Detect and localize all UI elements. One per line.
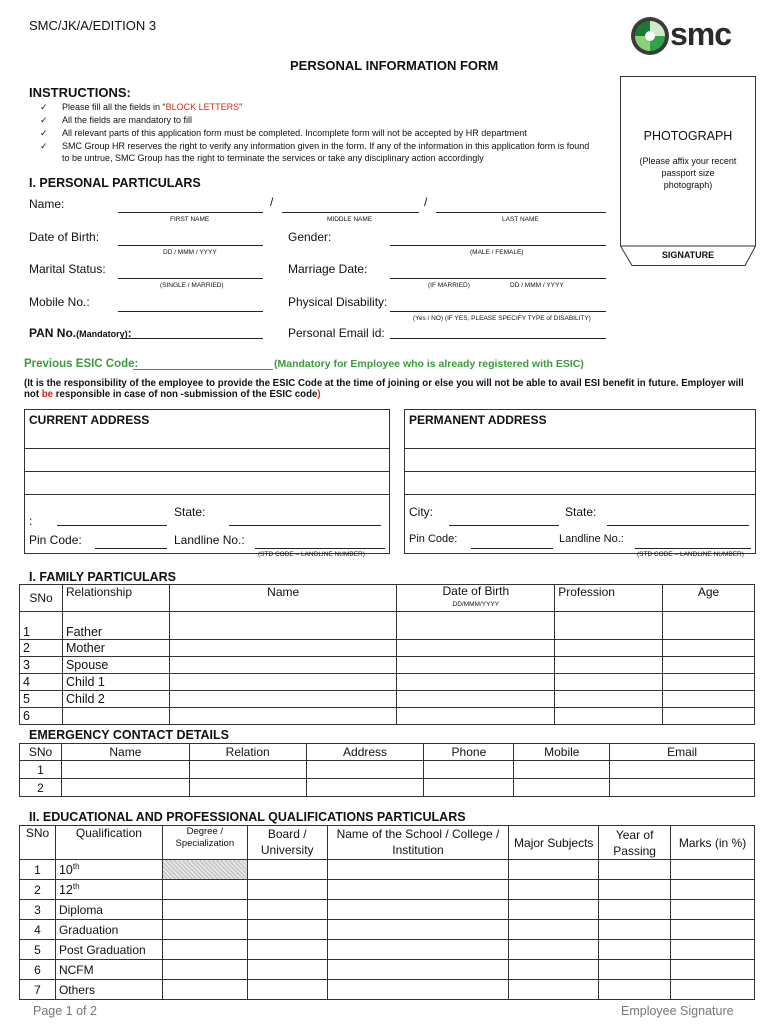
- family-table: [19, 584, 755, 725]
- table-row[interactable]: 5 Post Graduation: [20, 940, 755, 960]
- dob-label: Date of Birth:: [29, 230, 100, 244]
- permanent-city-input[interactable]: [449, 525, 559, 526]
- slash: /: [270, 195, 274, 209]
- current-address-box[interactable]: [24, 409, 390, 554]
- emergency-table: [19, 743, 755, 797]
- current-pin-input[interactable]: [95, 548, 167, 549]
- header-cell: Date of Birth DD/MMM/YYYY: [397, 585, 555, 612]
- city-label: City:: [409, 505, 433, 519]
- hint: (MALE / FEMALE): [470, 249, 524, 256]
- table-row[interactable]: 6 NCFM: [20, 960, 755, 980]
- table-row[interactable]: 1: [20, 761, 755, 779]
- instruction-4a: SMC Group HR reserves the right to verify any information given in the form. If any of the information in this application form is found: [62, 141, 590, 151]
- email-label: Personal Email id:: [288, 326, 385, 340]
- header-cell: Profession: [555, 585, 663, 612]
- table-header-row: [20, 585, 755, 612]
- header-cell: Relationship: [62, 585, 169, 612]
- pan-input[interactable]: [122, 338, 263, 339]
- check-icon: ✓: [40, 141, 48, 151]
- state-label: State:: [565, 505, 597, 519]
- instructions-heading: INSTRUCTIONS:: [29, 85, 131, 100]
- email-input[interactable]: [390, 338, 606, 339]
- hint: FIRST NAME: [170, 216, 210, 223]
- table-row[interactable]: 3 Spouse: [20, 657, 755, 674]
- permanent-address-title: PERMANENT ADDRESS: [409, 413, 547, 427]
- name-label: Name:: [29, 197, 65, 211]
- dob-input[interactable]: [118, 245, 263, 246]
- hatched-cell: [162, 860, 247, 880]
- table-row[interactable]: 5 Child 2: [20, 691, 755, 708]
- disability-input[interactable]: [390, 311, 606, 312]
- disability-label: Physical Disability:: [288, 295, 388, 309]
- education-table: [19, 825, 755, 1000]
- employee-signature: Employee Signature: [621, 1004, 734, 1018]
- instruction-1: Please fill all the fields in “BLOCK LETTERS”: [62, 102, 243, 112]
- hint: DD / MMM / YYYY: [163, 249, 217, 256]
- table-row[interactable]: 2 12th: [20, 880, 755, 900]
- middle-name-input[interactable]: [282, 212, 419, 213]
- permanent-address-box[interactable]: [404, 409, 756, 554]
- gender-label: Gender:: [288, 230, 332, 244]
- header-cell: Age: [663, 585, 755, 612]
- table-row[interactable]: 2 Mother: [20, 640, 755, 657]
- landline-label: Landline No.:: [559, 533, 624, 545]
- esic-note-2: not be responsible in case of non -submission of the ESIC code): [24, 389, 321, 400]
- current-city-input[interactable]: [57, 525, 167, 526]
- hint: (STD CODE – LANDLINE NUMBER): [637, 551, 744, 558]
- photo-title: PHOTOGRAPH: [643, 129, 733, 143]
- mobile-label: Mobile No.:: [29, 295, 90, 309]
- table-row[interactable]: 4 Child 1: [20, 674, 755, 691]
- marriage-label: Marriage Date:: [288, 262, 368, 276]
- photo-box[interactable]: [620, 76, 756, 266]
- current-address-title: CURRENT ADDRESS: [29, 413, 150, 427]
- landline-label: Landline No.:: [174, 533, 245, 547]
- hint: (STD CODE – LANDLINE NUMBER): [258, 551, 365, 558]
- last-name-input[interactable]: [436, 212, 606, 213]
- table-row[interactable]: 7 Others: [20, 980, 755, 1000]
- logo-text: smc: [670, 16, 732, 52]
- photo-note: passport size: [661, 168, 715, 178]
- marital-label: Marital Status:: [29, 262, 106, 276]
- photo-note: (Please affix your recent: [639, 156, 737, 166]
- header-cell: SNo: [20, 585, 63, 612]
- current-state-input[interactable]: [229, 525, 381, 526]
- check-icon: ✓: [40, 102, 48, 112]
- family-heading: I. FAMILY PARTICULARS: [29, 570, 177, 584]
- check-icon: ✓: [40, 115, 48, 125]
- table-row[interactable]: 4 Graduation: [20, 920, 755, 940]
- current-landline-input[interactable]: [255, 548, 385, 549]
- permanent-state-input[interactable]: [607, 525, 749, 526]
- signature-label: SIGNATURE: [661, 250, 715, 260]
- esic-mandatory: (Mandatory for Employee who is already registered with ESIC): [274, 358, 584, 370]
- pin-label: Pin Code:: [29, 533, 82, 547]
- hint: (SINGLE / MARRIED): [160, 282, 224, 289]
- permanent-pin-input[interactable]: [471, 548, 553, 549]
- photo-note: photograph): [663, 180, 713, 190]
- check-icon: ✓: [40, 128, 48, 138]
- esic-label: Previous ESIC Code:: [24, 358, 139, 370]
- emergency-heading: EMERGENCY CONTACT DETAILS: [29, 728, 230, 742]
- esic-input[interactable]: [133, 369, 273, 370]
- marriage-input[interactable]: [390, 278, 606, 279]
- table-row[interactable]: 2: [20, 779, 755, 797]
- pin-label: Pin Code:: [409, 533, 458, 545]
- table-header-row: SNo Name Relation Address Phone Mobile Email: [20, 744, 755, 761]
- block-letters: BLOCK LETTERS: [165, 102, 240, 112]
- permanent-landline-input[interactable]: [635, 548, 751, 549]
- hint: DD / MMM / YYYY: [510, 282, 564, 289]
- state-label: State:: [174, 505, 206, 519]
- table-row[interactable]: 6: [20, 708, 755, 725]
- hint: LAST NAME: [502, 216, 539, 223]
- instruction-4b: to be untrue, SMC Group has the right to terminate the services or take any disciplinary action accordingly: [62, 153, 484, 163]
- table-header-row: SNo Qualification Degree / Specialization Board / University Name of the School / College / Institution Major Subjects Year of Passing Marks (in %): [20, 826, 755, 860]
- hint: (IF MARRIED): [428, 282, 470, 289]
- smc-logo: [628, 14, 748, 60]
- pan-label: PAN No.(Mandatory):: [29, 326, 132, 340]
- hint: MIDDLE NAME: [327, 216, 373, 223]
- page-number: Page 1 of 2: [33, 1004, 97, 1018]
- table-row[interactable]: 1 10th: [20, 860, 755, 880]
- marital-input[interactable]: [118, 278, 263, 279]
- doc-code: SMC/JK/A/EDITION 3: [29, 18, 157, 33]
- mobile-input[interactable]: [118, 311, 263, 312]
- first-name-input[interactable]: [118, 212, 263, 213]
- header-cell: Name: [169, 585, 397, 612]
- instruction-3: All relevant parts of this application form must be completed. Incomplete form will not be accepted by HR department: [62, 128, 527, 138]
- personal-heading: I. PERSONAL PARTICULARS: [29, 176, 201, 190]
- city-colon: :: [29, 514, 33, 528]
- table-row[interactable]: 3 Diploma: [20, 900, 755, 920]
- gender-input[interactable]: [390, 245, 606, 246]
- table-row[interactable]: 1 Father: [20, 612, 755, 640]
- instruction-2: All the fields are mandatory to fill: [62, 115, 193, 125]
- hint: (Yes / NO) (IF YES, PLEASE SPECIFY TYPE of DISABILITY): [413, 315, 591, 322]
- esic-note-1: (It is the responsibility of the employee to provide the ESIC Code at the time of joining or else you will not be able to avail ESI benefit in future. Employer will: [24, 378, 744, 389]
- slash: /: [424, 195, 428, 209]
- form-title: PERSONAL INFORMATION FORM: [290, 58, 499, 73]
- education-heading: II. EDUCATIONAL AND PROFESSIONAL QUALIFICATIONS PARTICULARS: [29, 810, 466, 824]
